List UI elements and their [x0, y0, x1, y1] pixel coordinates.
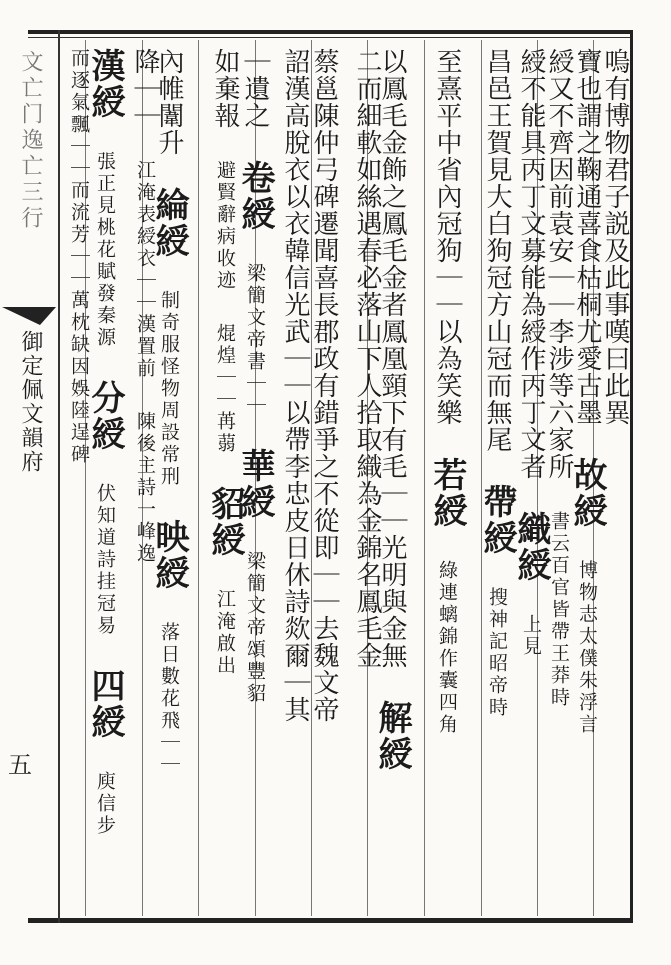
entry-heading: 貂綬 — [205, 486, 245, 558]
annotation: 江淹啟出 — [214, 589, 236, 677]
entry-heading: 解綬 — [372, 700, 412, 772]
column-text: 蔡邕陳仲弓碑遷聞喜長郡政有錯爭之不從即｜｜去魏文帝 — [309, 48, 339, 723]
entry-heading: 綸綬 — [149, 187, 189, 259]
entry-heading: 織綬 — [511, 511, 551, 583]
entry-heading: 若綬 — [427, 457, 467, 529]
annotation: 書云百官皆帶王莽時 — [548, 511, 570, 709]
entry-heading: 華綬 — [235, 448, 275, 520]
page-number: 五 — [8, 751, 32, 779]
entry-heading: 映綬 — [149, 519, 189, 591]
text-column-5 — [470, 48, 524, 913]
column-text: 昌邑王賀見大白狗冠方山冠而無尾 — [482, 48, 512, 453]
annotation: 伏知道詩挂冠易 — [94, 483, 116, 637]
column-text: 詔漢高脫衣以衣韓信光武｜｜以帶李忠皮日休詩欻爾｜其 — [280, 48, 310, 723]
annotation: 陳後主詩一峰逸 — [134, 411, 156, 565]
annotation: 博物志太僕朱浮言 — [576, 560, 598, 736]
column-text: 以鳳毛金飾之鳳毛金者鳳凰頸下有毛｜｜光明與金無 — [377, 48, 407, 669]
annotation: 梁簡文帝頌豐貂 — [244, 551, 266, 705]
entry-heading: 卷綬 — [235, 160, 275, 232]
annotation: 焜煌｜｜苒蒻 — [214, 323, 236, 455]
annotation: 制奇服怪物周設常刑 — [158, 290, 180, 488]
book-title: 御定佩文韻府 — [18, 330, 43, 474]
top-border-inner — [28, 37, 633, 38]
column-text: 降｜｜ — [130, 48, 160, 129]
column-text: 寶也謂之鞠通喜食枯桐尤愛古墨 — [572, 48, 602, 426]
column-text: 綬又不齊因前袁安｜｜李涉等六家所 — [544, 48, 574, 480]
annotation: 落日數花飛｜｜ — [158, 622, 180, 776]
entry-heading: 分綬 — [85, 380, 125, 452]
text-column-6 — [420, 48, 474, 913]
annotation: 張正見桃花賦發秦源 — [94, 151, 116, 349]
top-border — [28, 30, 633, 34]
column-text: 如棄報 — [210, 48, 240, 129]
fold-mark-icon — [0, 305, 58, 327]
column-text: 內帷闈升 — [154, 48, 184, 156]
column-text: 至熹平中省內冠狗｜｜以為笑樂 — [432, 48, 462, 426]
entry-heading: 四綬 — [85, 668, 125, 740]
annotation: 梁簡文帝書｜｜ — [244, 263, 266, 417]
annotation: 江淹表綬衣｜｜漢置前 — [134, 160, 156, 380]
entry-heading: 漢綬 — [85, 48, 125, 120]
annotation: 上見 — [520, 614, 542, 658]
column-text: ｜遺之 — [240, 48, 270, 129]
annotation: 綠連螭錦作囊四角 — [436, 560, 458, 736]
annotation: 庾信步 — [94, 771, 116, 837]
column-text: 嗚有博物君子説及此事嘆曰此異 — [600, 48, 630, 426]
column-text: 二而細軟如絲遇春必落山下人拾取織為金錦名鳳毛金 — [352, 48, 382, 669]
text-column-12 — [198, 48, 252, 913]
annotation: 搜神記昭帝時 — [486, 587, 508, 719]
bottom-border — [28, 918, 633, 923]
entry-heading: 故綬 — [567, 457, 607, 529]
annotation: 避賢辭病收迹 — [214, 160, 236, 292]
text-column-16 — [52, 48, 106, 913]
margin-faded-text: 文亡门逸亡三行 — [18, 50, 43, 232]
entry-heading: 帶綬 — [477, 484, 517, 556]
annotation: 而逐氣飄｜｜而流芳｜｜萬枕缺因娛陸逞碑 — [68, 48, 90, 466]
column-text: 綬不能具丙丁文募能為綬作丙丁文者 — [516, 48, 546, 480]
